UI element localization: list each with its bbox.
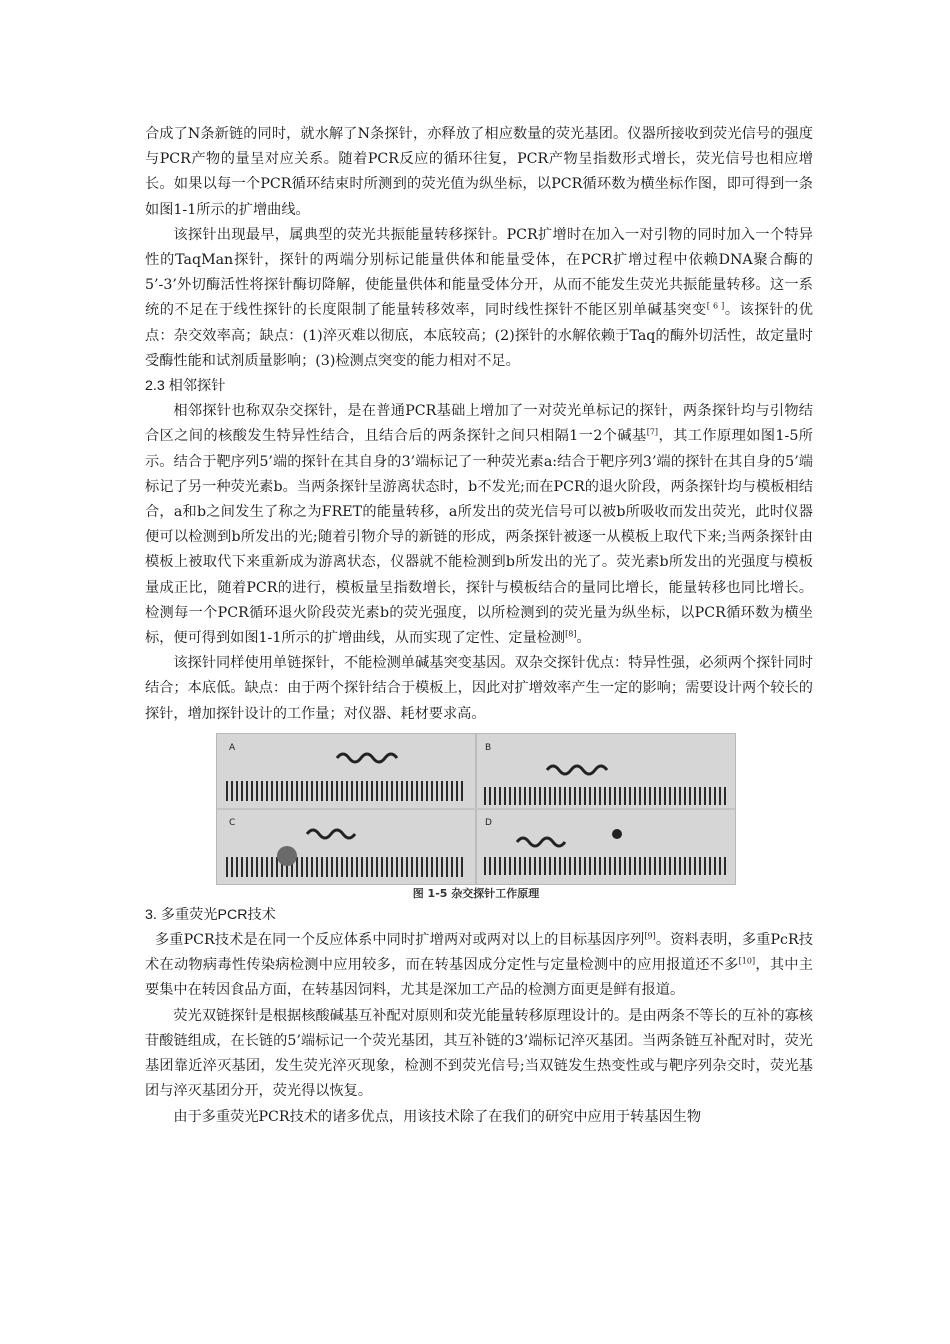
paragraph-taqman-text-b: 。该探针的优点：杂交效率高；缺点：(1)淬灭难以彻底，本底较高；(2)探针的水解依赖于Taq的酶外切活性，故定量时受酶性能和试剂质量影响；(3)检测点突变的能力相对不足。	[145, 302, 813, 369]
panel-c-label: C	[229, 817, 236, 828]
reference-9: [9]	[644, 931, 656, 941]
paragraph-taqman-continuation: 合成了N条新链的同时，就水解了N条探针，亦释放了相应数量的荧光基团。仪器所接收到荧光信号的强度与PCR产物的量呈对应关系。随着PCR反应的循环往复，PCR产物呈指数形式增长，荧光信号也相应增长。如果以每一个PCR循环结束时所测到的荧光值为纵坐标，以PCR循环数为横坐标作图，即可得到一条如图1-1所示的扩增曲线。	[145, 126, 813, 218]
paragraph-adjacent-text-b: ，其工作原理如图1-5所示。结合于靶序列5’端的探针在其自身的3’端标记了一种荧光素a:结合于靶序列3’端的探针在其自身的5’端标记了另一种荧光素b。当两条探针呈游离状态时，b不发光;而在PCR的退火阶段，两条探针均与模板相结合，a和b之间发生了称之为FRET的能量转移，a所发出的荧光信号可以被b所吸收而发出荧光，此时仪器便可以检测到b所发出的光;随着引物介导的新链的形成，两条探针被逐一从模板上取代下来;当两条探针由模板上被取代下来重新成为游离状态，仪器就不能检测到b所发出的光了。荧光素b所发出的光强度与模板量成正比，随着PCR的进行，模板量呈指数增长，探针与模板结合的量同比增长，能量转移也同比增长。检测每一个PCR循环退火阶段荧光素b的荧光强度，以所检测到的荧光量为纵坐标，以PCR循环数为横坐标，便可得到如图1-1所示的扩增曲线，从而实现了定性、定量检测	[145, 428, 813, 647]
paragraph-multiplex-text-b: 。资料表明，多重PcR技术在动物病毒性传染病检测中应用较多，而在转基因成分定性与定量检测中的应用报道还不多	[145, 932, 813, 974]
paragraph-adjacent-pros-cons: 该探针同样使用单链探针，不能检测单碱基突变基因。双杂交探针优点：特异性强，必须两个探针同时结合；本底低。缺点：由于两个探针结合于模板上，因此对扩增效率产生一定的影响；需要设计两个较长的探针，增加探针设计的工作量；对仪器、耗材要求高。	[145, 655, 813, 722]
reference-6: [ 6 ]	[706, 301, 725, 311]
panel-a-label: A	[229, 742, 236, 753]
paragraph-adjacent-text-a: 相邻探针也称双杂交探针，是在普通PCR基础上增加了一对荧光单标记的探针，两条探针均与引物结合区之间的核酸发生特异性结合，且结合后的两条探针之间只相隔1一2个碱基	[145, 403, 813, 445]
paragraph-taqman-description	[145, 223, 813, 374]
figure-1-5	[216, 733, 736, 903]
paragraph-adjacent-text-c: 。	[576, 630, 591, 647]
panel-b-label: B	[485, 742, 492, 753]
reference-10: [10]	[738, 956, 756, 966]
fluorophore-d	[612, 829, 622, 839]
hybridization-probe-diagram	[216, 733, 736, 885]
section-heading-3: 3. 多重荧光PCR技术	[145, 906, 276, 923]
paragraph-taqman-text-a: 该探针出现最早，属典型的荧光共振能量转移探针。PCR扩增时在加入一对引物的同时加入一个特异性的TaqMan探针，探针的两端分别标记能量供体和能量受体，在PCR扩增过程中依赖DNA聚合酶的5’-3’外切酶活性将探针酶切降解，使能量供体和能量受体分开，从而不能发生荧光共振能量转移。这一系统的不足在于线性探针的长度限制了能量转移效率，同时线性探针不能区别单碱基突变	[145, 226, 813, 319]
paragraph-adjacent-probe	[145, 399, 813, 651]
paragraph-multiplex-text-a: 多重PCR技术是在同一个反应体系中同时扩增两对或两对以上的目标基因序列	[154, 932, 645, 949]
reference-8: [8]	[565, 629, 577, 639]
figure-caption: 图 1-5 杂交探针工作原理	[412, 886, 540, 900]
section-heading-2-3: 2.3 相邻探针	[145, 378, 226, 395]
panel-d-label: D	[485, 817, 492, 828]
paragraph-double-strand-probe: 荧光双链探针是根据核酸碱基互补配对原则和荧光能量转移原理设计的。是由两条不等长的互补的寡核苷酸链组成，在长链的5’端标记一个荧光基团，其互补链的3’端标记淬灭基团。当两条链互补配对时，荧光基团靠近淬灭基团，发生荧光淬灭现象，检测不到荧光信号;当双链发生热变性或与靶序列杂交时，荧光基团与淬灭基团分开，荧光得以恢复。	[145, 1007, 813, 1100]
reference-7: [7]	[646, 427, 659, 437]
paragraph-multiplex-pcr	[145, 928, 813, 1004]
diagram-drawing	[217, 734, 735, 884]
paragraph-multiplex-text-c: ，其中主要集中在转因食品方面，在转基因饲料，尤其是深加工产品的检测方面更是鲜有报道。	[145, 957, 813, 999]
polymerase-blob	[277, 846, 297, 866]
paragraph-multiplex-advantages: 由于多重荧光PCR技术的诸多优点，用该技术除了在我们的研究中应用于转基因生物	[173, 1108, 702, 1125]
document-page	[145, 122, 813, 1130]
